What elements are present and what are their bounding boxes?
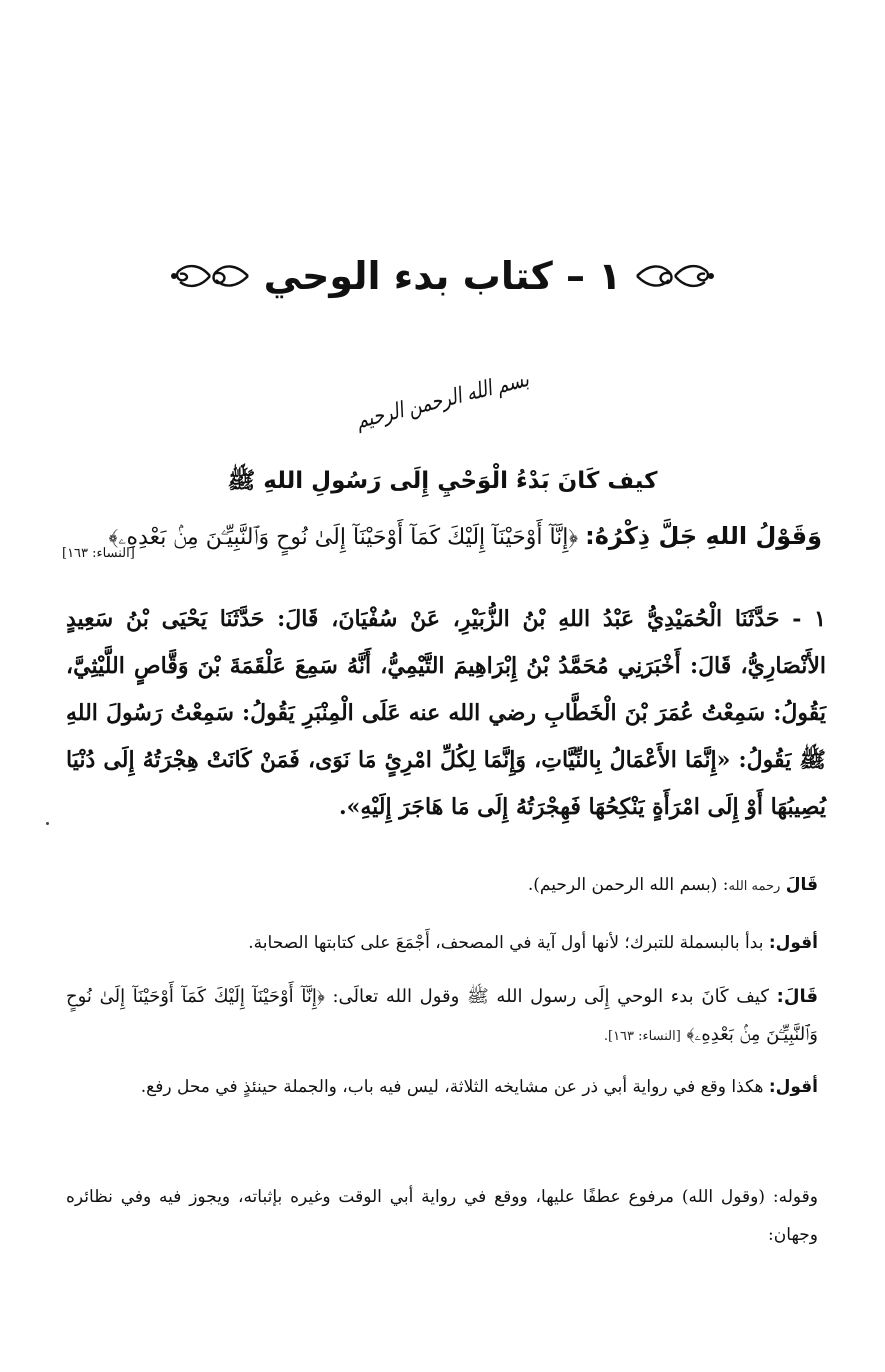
basmala-text: بسم الله الرحمن الرحيم <box>353 366 532 434</box>
speck <box>46 822 49 825</box>
commentary-label: قَالَ <box>785 875 818 895</box>
commentary-text: بدأ بالبسملة للتبرك؛ لأنها أول آية في المصحف، أَجْمَعَ على كتابتها الصحابة. <box>248 933 764 953</box>
commentary-line-1 <box>66 866 818 906</box>
commentary-line-4 <box>66 1068 818 1106</box>
chapter-dash: – <box>565 254 585 298</box>
commentary-text: هكذا وقع في رواية أبي ذر عن مشايخه الثلاثة، ليس فيه باب، والجملة حينئذٍ في محل رفع. <box>140 1077 764 1097</box>
verse-text: ﴿إِنَّآ أَوْحَيْنَآ إِلَيْكَ كَمَآ أَوْحَيْنَآ إِلَىٰ نُوحٍ وَٱلنَّبِيِّـۧنَ مِنۢ بَعْدِهِۦ﴾ <box>108 525 579 550</box>
left-ornament-icon <box>170 256 250 296</box>
verse-reference: [النساء: ١٦٣] <box>62 546 135 561</box>
commentary-line-3 <box>66 978 818 1056</box>
commentary-label: قَالَ: <box>776 986 818 1007</box>
honorific: رحمه الله <box>728 879 781 894</box>
chapter-title <box>264 254 622 298</box>
verse-lead: وَقَوْلُ اللهِ جَلَّ ذِكْرُهُ: <box>585 522 822 550</box>
chapter-title-text: كتاب بدء الوحي <box>263 254 553 298</box>
commentary-text: : (بسم الله الرحمن الرحيم). <box>527 875 729 895</box>
chapter-header <box>0 236 885 316</box>
section-heading: كيف كَانَ بَدْءُ الْوَحْيِ إِلَى رَسُولِ اللهِ ﷺ <box>227 468 658 494</box>
hadith-text <box>66 596 826 831</box>
commentary-line-5 <box>66 1178 818 1254</box>
basmala-calligraphy <box>0 362 885 438</box>
commentary-line-2 <box>66 924 818 962</box>
hadith-paragraph: ١ - حَدَّثَنَا الْحُمَيْدِيُّ عَبْدُ اللهِ بْنُ الزُّبَيْرِ، عَنْ سُفْيَانَ، قَالَ: حَدَّثَنَا يَحْيَى بْنُ سَعِيدٍ الأَنْصَارِيُّ، قَالَ: أَخْبَرَنِي مُحَمَّدُ بْنُ إِبْرَاهِيمَ التَّيْمِيُّ، أَنَّهُ سَمِعَ عَلْقَمَةَ بْنَ وَقَّاصٍ اللَّيْثِيَّ، يَقُولُ: سَمِعْتُ عُمَرَ بْنَ الْخَطَّابِ رضي الله عنه عَلَى الْمِنْبَرِ يَقُولُ: سَمِعْتُ رَسُولَ اللهِ ﷺ يَقُولُ: «إِنَّمَا الأَعْمَالُ بِالنِّيَّاتِ، وَإِنَّمَا لِكُلِّ امْرِئٍ مَا نَوَى، فَمَنْ كَانَتْ هِجْرَتُهُ إِلَى دُنْيَا يُصِيبُهَا أَوْ إِلَى امْرَأَةٍ يَنْكِحُهَا فَهِجْرَتُهُ إِلَى مَا هَاجَرَ إِلَيْهِ». <box>66 606 826 820</box>
right-ornament-icon <box>635 256 715 296</box>
commentary-label: أقول: <box>768 933 818 953</box>
chapter-number: ١ <box>598 254 622 298</box>
commentary-label: أقول: <box>768 1077 818 1097</box>
commentary-text: كيف كَانَ بدء الوحي إِلَى رسول الله ﷺ وقول الله تعالَى: ﴿إِنَّآ أَوْحَيْنَآ إِلَيْكَ كَمَآ أَوْحَيْنَآ إِلَىٰ نُوحٍ وَٱلنَّبِيِّـۧنَ مِنۢ بَعْدِهِۦ﴾ <box>66 986 818 1045</box>
commentary-text: وقوله: (وقول الله) مرفوع عطفًا عليها، ووقع في رواية أبي الوقت وغيره بإثباته، ويجوز فيه وفي نظائره وجهان: <box>66 1187 818 1245</box>
commentary-reference: [النساء: ١٦٣]. <box>603 1029 681 1044</box>
